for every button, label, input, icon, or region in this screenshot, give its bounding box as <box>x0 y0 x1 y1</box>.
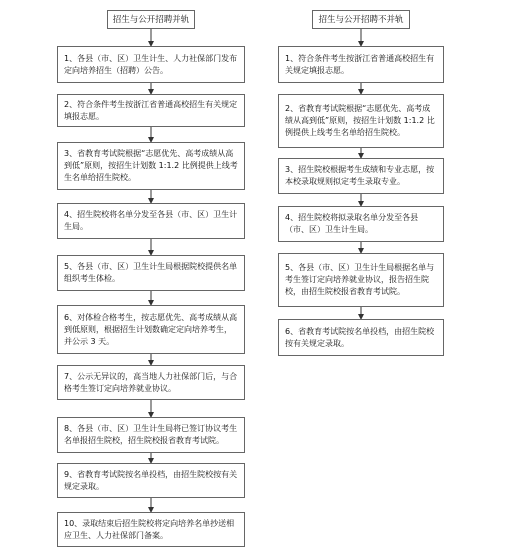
left-step-1-text: 1、各县（市、区）卫生计生、人力社保部门发布定向培养招生（招聘）公告。 <box>64 53 238 75</box>
right-step-6 <box>278 319 444 356</box>
left-step-3-text: 3、省教育考试院根据“志愿优先、高考成绩从高到低”原则，按招生计划数 1:1.2 比例提供上线考生名单给招生院校。 <box>64 149 238 182</box>
left-step-7-text: 7、公示无异议的，高当地人力社保部门后，与合格考生签订定向培养就业协议。 <box>64 371 238 393</box>
left-step-1 <box>57 46 245 83</box>
right-step-4-text: 4、招生院校将拟录取名单分发至各县（市、区）卫生计生局。 <box>285 213 419 234</box>
right-step-5-text: 5、各县（市、区）卫生计生局根据名单与考生签订定向培养就业协议，报告招生院校，由招生院校报省教育考试院。 <box>285 263 435 296</box>
right-step-3-text: 3、招生院校根据考生成绩和专业志愿，按本校录取规则拟定考生录取专业。 <box>285 165 435 186</box>
left-step-4 <box>57 203 245 239</box>
left-step-7 <box>57 365 245 400</box>
right-step-5 <box>278 253 444 307</box>
left-step-10-text: 10、录取结束后招生院校将定向培养名单抄送相应卫生、人力社保部门备案。 <box>64 518 235 540</box>
right-column-title: 招生与公开招聘不并轨 <box>312 10 410 29</box>
right-step-1 <box>278 46 444 83</box>
left-step-9 <box>57 463 245 498</box>
left-step-2 <box>57 94 245 127</box>
right-step-2-text: 2、省教育考试院根据“志愿优先、高考成绩从高到低”原则，按招生计划数 1:1.2 比例提供上线考生名单给招生院校。 <box>285 104 435 137</box>
left-step-8-text: 8、各县（市、区）卫生计生局将已签订协议考生名单报招生院校，招生院校报省教育考试院。 <box>64 424 238 445</box>
left-step-6 <box>57 305 245 354</box>
left-step-5 <box>57 255 245 291</box>
right-step-2 <box>278 94 444 148</box>
right-step-4 <box>278 206 444 242</box>
left-step-6-text: 6、对体检合格考生，按志愿优先、高考成绩从高到低原则，根据招生计划数确定定向培养考生，并公示 3 天。 <box>64 312 238 346</box>
left-step-5-text: 5、各县（市、区）卫生计生局根据院校提供名单组织考生体检。 <box>64 262 238 283</box>
right-step-3 <box>278 158 444 194</box>
left-step-10 <box>57 512 245 547</box>
left-step-4-text: 4、招生院校将名单分发至各县（市、区）卫生计生局。 <box>64 210 238 231</box>
left-column-title: 招生与公开招聘并轨 <box>107 10 195 29</box>
left-step-3 <box>57 142 245 190</box>
left-step-9-text: 9、省教育考试院按名单投档，由招生院校按有关规定录取。 <box>64 469 238 491</box>
left-step-8 <box>57 417 245 453</box>
right-step-6-text: 6、省教育考试院按名单投档，由招生院校按有关规定录取。 <box>285 326 435 348</box>
right-step-1-text: 1、符合条件考生按浙江省普通高校招生有关规定填报志愿。 <box>285 53 435 75</box>
left-step-2-text: 2、符合条件考生按浙江省普通高校招生有关规定填报志愿。 <box>64 99 238 121</box>
